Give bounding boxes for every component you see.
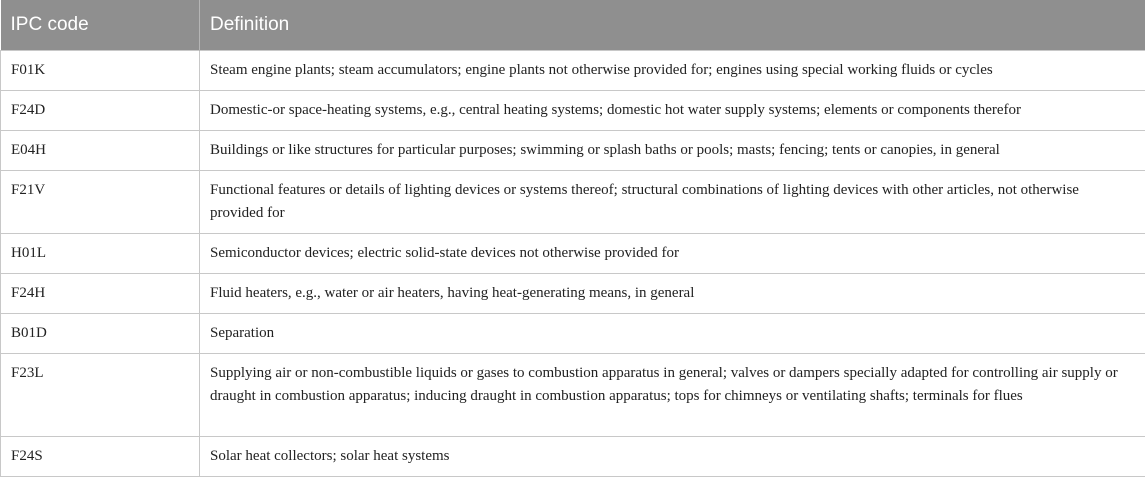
table-row — [1, 50, 1145, 90]
table-row — [1, 436, 1145, 476]
ipc-code-cell: F24S — [1, 436, 200, 476]
ipc-code-cell: F23L — [1, 353, 200, 436]
definition-cell: Supplying air or non-combustible liquids or gases to combustion apparatus in general; valves or dampers specially adapted for controlling air supply or draught in combustion apparatus; inducing draught in combustion apparatus; tops for chimneys or ventilating shafts; terminals for flues — [200, 353, 1145, 436]
definition-cell: Semiconductor devices; electric solid-state devices not otherwise provided for — [200, 233, 1145, 273]
ipc-code-cell: F01K — [1, 50, 200, 90]
ipc-code-cell: F24H — [1, 273, 200, 313]
column-header-ipc-code: IPC code — [1, 0, 200, 50]
table-row — [1, 353, 1145, 436]
definition-cell: Separation — [200, 313, 1145, 353]
table-row — [1, 90, 1145, 130]
definition-cell: Domestic-or space-heating systems, e.g., central heating systems; domestic hot water supply systems; elements or components therefor — [200, 90, 1145, 130]
definition-cell: Fluid heaters, e.g., water or air heaters, having heat-generating means, in general — [200, 273, 1145, 313]
definition-cell: Functional features or details of lighting devices or systems thereof; structural combinations of lighting devices with other articles, not otherwise provided for — [200, 170, 1145, 233]
definition-cell: Steam engine plants; steam accumulators; engine plants not otherwise provided for; engines using special working fluids or cycles — [200, 50, 1145, 90]
ipc-code-cell: E04H — [1, 130, 200, 170]
column-header-definition: Definition — [200, 0, 1145, 50]
ipc-code-cell: F24D — [1, 90, 200, 130]
table-row — [1, 273, 1145, 313]
ipc-code-cell: F21V — [1, 170, 200, 233]
table-row — [1, 170, 1145, 233]
definition-cell: Buildings or like structures for particular purposes; swimming or splash baths or pools; masts; fencing; tents or canopies, in general — [200, 130, 1145, 170]
table-header — [1, 0, 1145, 50]
table-body — [1, 50, 1145, 476]
definition-cell: Solar heat collectors; solar heat systems — [200, 436, 1145, 476]
table-row — [1, 313, 1145, 353]
ipc-code-cell: H01L — [1, 233, 200, 273]
header-row — [1, 0, 1145, 50]
table-row — [1, 233, 1145, 273]
table-row — [1, 130, 1145, 170]
ipc-code-cell: B01D — [1, 313, 200, 353]
